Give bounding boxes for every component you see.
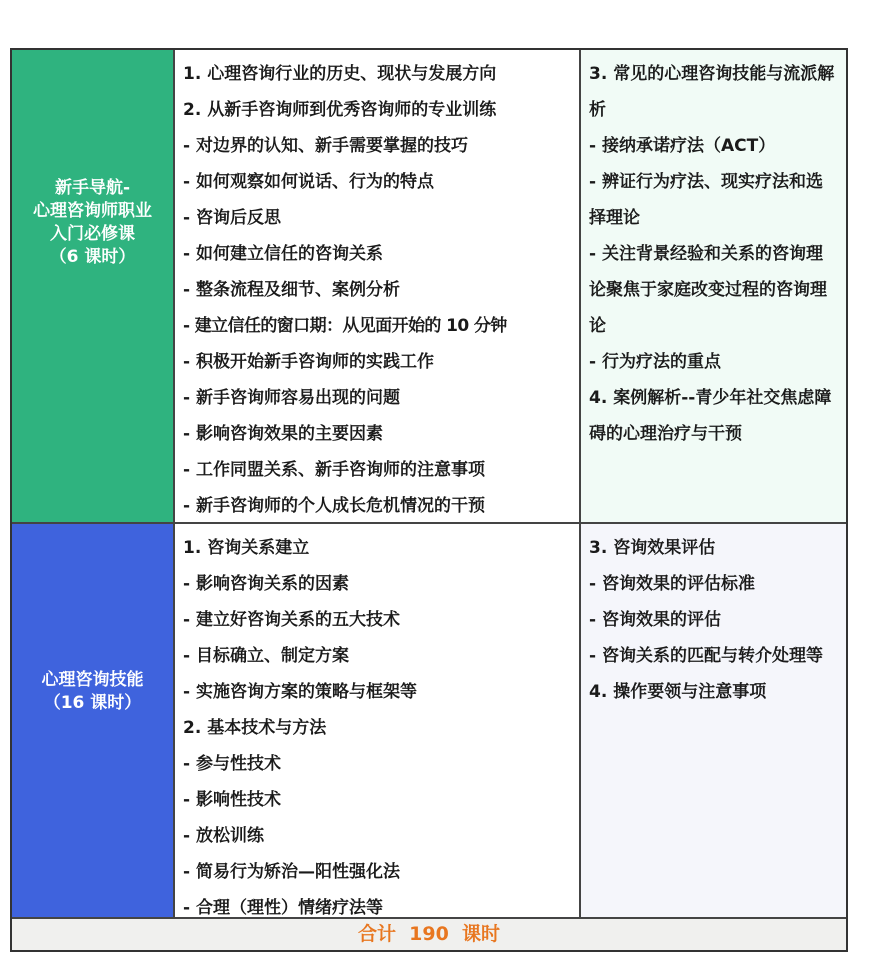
module-name-2	[42, 669, 144, 715]
module-name-line: 入门必修课	[50, 224, 135, 244]
module-2-topics-middle	[175, 524, 581, 919]
list-item: - 关注背景经验和关系的咨询理论聚焦于家庭改变过程的咨询理论	[589, 244, 827, 336]
list-item: - 新手咨询师容易出现的问题	[183, 388, 400, 408]
topic-list	[175, 524, 579, 926]
list-item: - 新手咨询师的个人成长危机情况的干预	[183, 496, 485, 516]
list-item: 2. 基本技术与方法	[183, 718, 327, 738]
list-item: - 咨询效果的评估	[589, 610, 721, 630]
list-item: - 影响咨询效果的主要因素	[183, 424, 383, 444]
list-item: - 咨询后反思	[183, 208, 281, 228]
module-1-topics-middle	[175, 50, 581, 524]
list-item: - 如何建立信任的咨询关系	[183, 244, 383, 264]
list-item: 4. 案例解析--青少年社交焦虑障碍的心理治疗与干预	[589, 388, 832, 444]
list-item: - 目标确立、制定方案	[183, 646, 349, 666]
list-item: - 接纳承诺疗法（ACT）	[589, 136, 776, 156]
list-item: 1. 咨询关系建立	[183, 538, 310, 558]
module-name-line: （16 课时）	[43, 692, 142, 713]
list-item: 4. 操作要领与注意事项	[589, 682, 767, 702]
list-item: 3. 常见的心理咨询技能与流派解析	[589, 64, 835, 120]
list-item: - 如何观察如何说话、行为的特点	[183, 172, 434, 192]
course-table	[10, 48, 848, 952]
list-item: - 放松训练	[183, 826, 264, 846]
list-item: - 建立好咨询关系的五大技术	[183, 610, 400, 630]
topic-list	[581, 524, 846, 710]
module-name-line: （6 课时）	[49, 247, 136, 267]
list-item: - 积极开始新手咨询师的实践工作	[183, 352, 434, 372]
list-item: - 简易行为矫治—阳性强化法	[183, 862, 400, 882]
list-item: 1. 心理咨询行业的历史、现状与发展方向	[183, 64, 497, 84]
list-item: - 咨询关系的匹配与转介处理等	[589, 646, 823, 666]
list-item: - 合理（理性）情绪疗法等	[183, 898, 383, 918]
topic-list	[581, 50, 846, 452]
module-name-cell-2	[12, 524, 175, 919]
list-item: - 对边界的认知、新手需要掌握的技巧	[183, 136, 468, 156]
list-item: 3. 咨询效果评估	[589, 538, 716, 558]
list-item: - 影响性技术	[183, 790, 281, 810]
list-item: - 工作同盟关系、新手咨询师的注意事项	[183, 460, 485, 480]
list-item: - 参与性技术	[183, 754, 281, 774]
topic-list	[175, 50, 579, 524]
list-item: - 整条流程及细节、案例分析	[183, 280, 400, 300]
list-item: - 行为疗法的重点	[589, 352, 721, 372]
list-item: - 实施咨询方案的策略与框架等	[183, 682, 417, 702]
list-item: - 影响咨询关系的因素	[183, 574, 349, 594]
total-hours: 合计 190 课时	[12, 919, 846, 950]
module-name-cell-1	[12, 50, 175, 524]
module-name-1	[33, 177, 152, 269]
list-item: - 建立信任的窗口期：从见面开始的 10 分钟	[183, 316, 507, 336]
module-1-topics-right	[581, 50, 846, 524]
module-name-line: 心理咨询师职业	[33, 201, 152, 221]
list-item: - 咨询效果的评估标准	[589, 574, 755, 594]
module-name-line: 心理咨询技能	[41, 669, 144, 690]
module-name-line: 新手导航-	[54, 178, 131, 198]
module-2-topics-right	[581, 524, 846, 919]
list-item: 2. 从新手咨询师到优秀咨询师的专业训练	[183, 100, 497, 120]
list-item: - 辨证行为疗法、现实疗法和选择理论	[589, 172, 823, 228]
